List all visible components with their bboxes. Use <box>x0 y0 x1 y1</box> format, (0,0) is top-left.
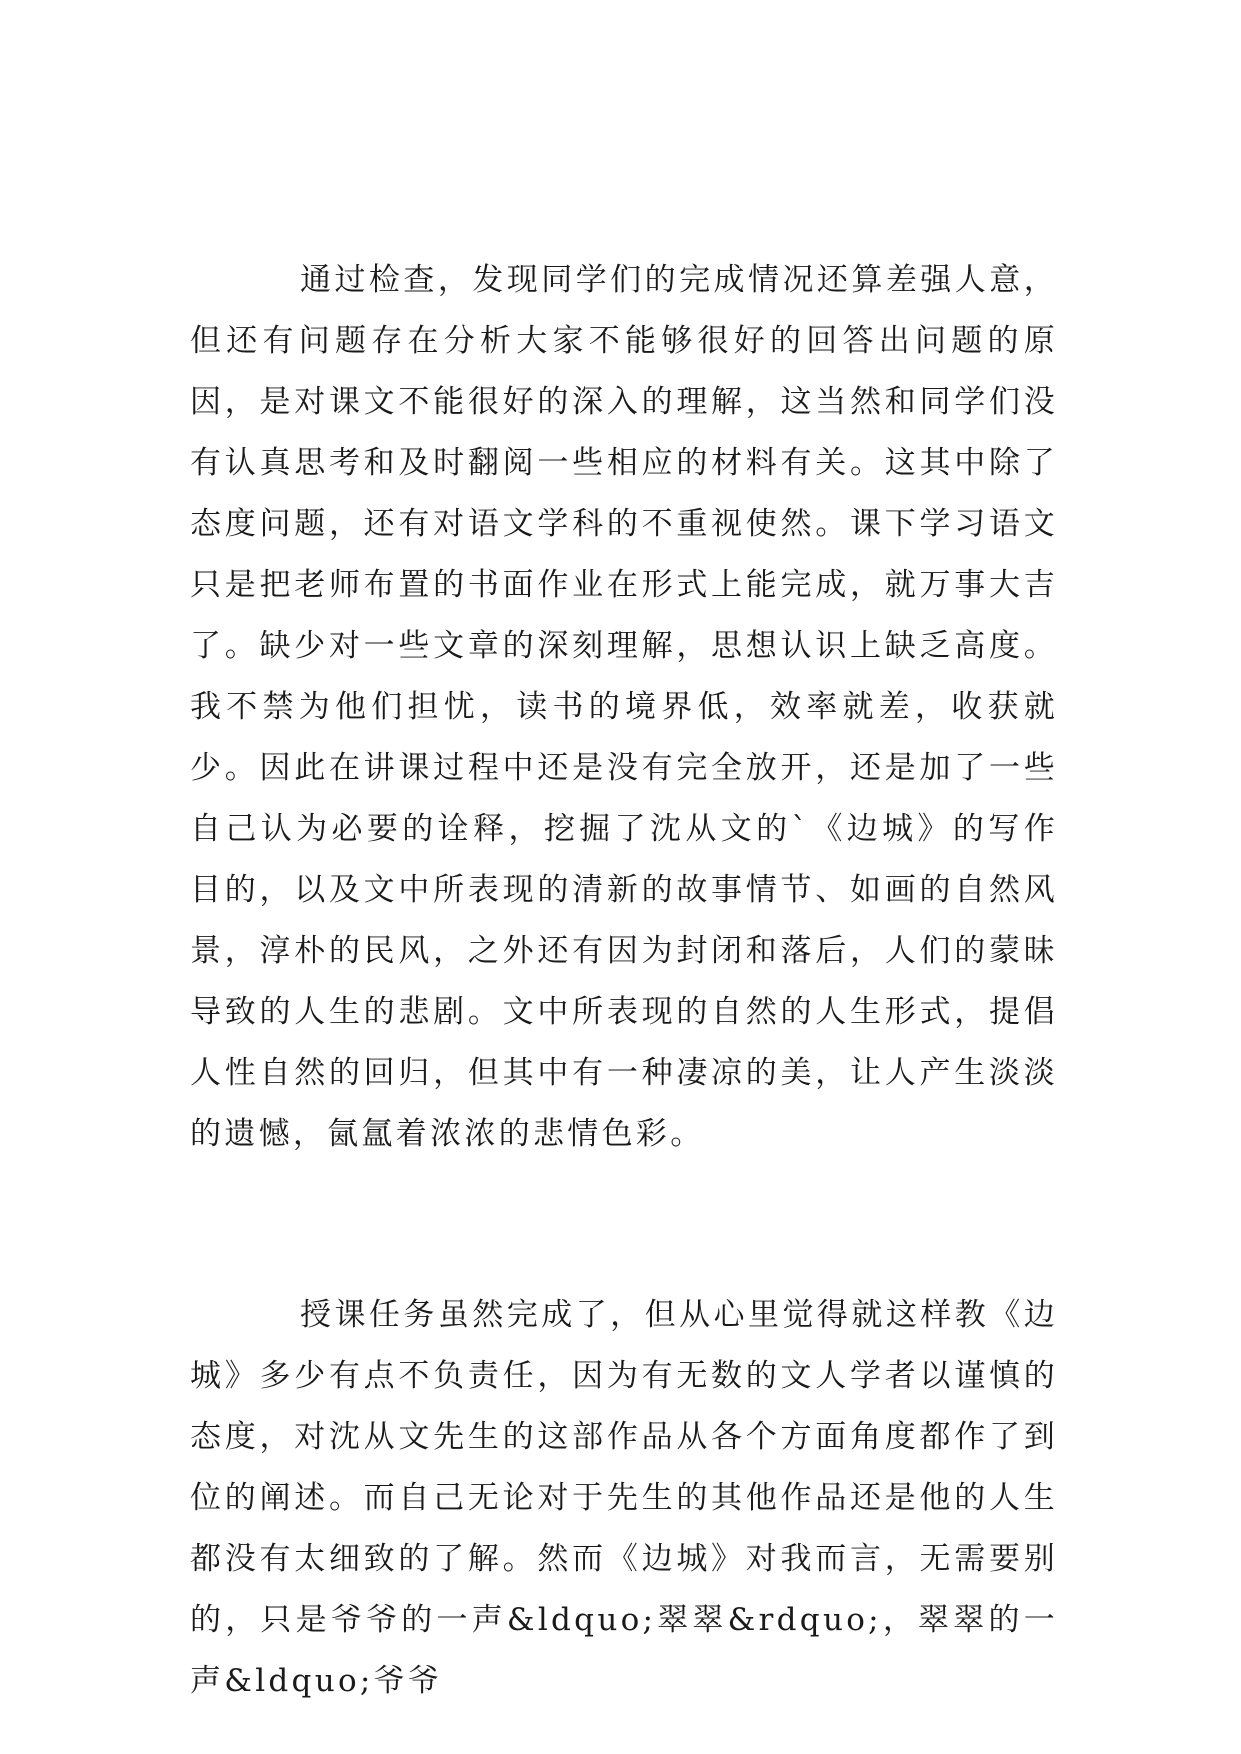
document-body <box>190 250 1058 1712</box>
body-paragraph-2: 授课任务虽然完成了，但从心里觉得就这样教《边城》多少有点不负责任，因为有无数的文人学者以谨慎的态度，对沈从文先生的这部作品从各个方面角度都作了到位的阐述。而自己无论对于先生的其他作品还是他的人生都没有太细致的了解。然而《边城》对我而言，无需要别的，只是爷爷的一声&ldquo;翠翠&rdquo;，翠翠的一声&ldquo;爷爷 <box>190 1297 1058 1699</box>
paragraph-spacer <box>190 1165 1058 1285</box>
body-paragraph-1: 通过检查，发现同学们的完成情况还算差强人意，但还有问题存在分析大家不能够很好的回答出问题的原因，是对课文不能很好的深入的理解，这当然和同学们没有认真思考和及时翻阅一些相应的材料有关。这其中除了态度问题，还有对语文学科的不重视使然。课下学习语文只是把老师布置的书面作业在形式上能完成，就万事大吉了。缺少对一些文章的深刻理解，思想认识上缺乏高度。我不禁为他们担忧，读书的境界低，效率就差，收获就少。因此在讲课过程中还是没有完全放开，还是加了一些自己认为必要的诠释，挖掘了沈从文的`《边城》的写作目的，以及文中所表现的清新的故事情节、如画的自然风景，淳朴的民风，之外还有因为封闭和落后，人们的蒙昧导致的人生的悲剧。文中所表现的自然的人生形式，提倡人性自然的回归，但其中有一种凄凉的美，让人产生淡淡的遗憾，氤氲着浓浓的悲情色彩。 <box>190 262 1058 1152</box>
